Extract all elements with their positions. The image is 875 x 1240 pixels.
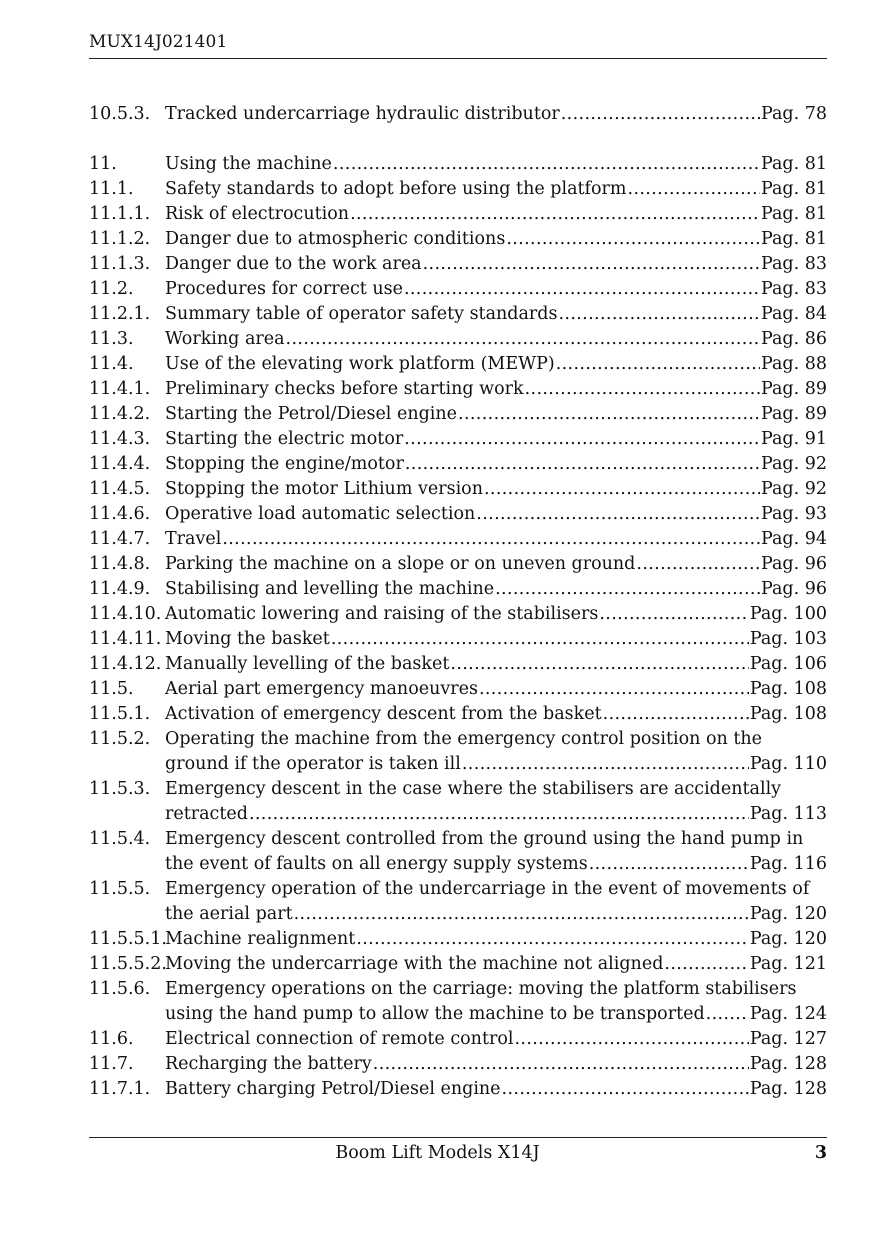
- toc-section-number: 11.4.7.: [89, 529, 151, 549]
- toc-page-ref: Pag. 84: [760, 304, 827, 324]
- dot-leader: [589, 852, 749, 877]
- toc-section-number: 10.5.3.: [89, 104, 151, 124]
- toc-page-ref: Pag. 106: [749, 654, 827, 674]
- dot-leader: [558, 302, 759, 327]
- toc-page-ref: Pag. 96: [760, 579, 827, 599]
- dot-leader: [636, 552, 760, 577]
- toc-title-line: ground if the operator is taken ill: [165, 754, 461, 774]
- dot-leader: [423, 252, 760, 277]
- toc-title-line: Parking the machine on a slope or on uneven ground: [165, 554, 636, 574]
- toc-section-number: 11.2.1.: [89, 304, 151, 324]
- toc-section-number: 11.4.: [89, 354, 134, 374]
- toc-title-line: Emergency descent controlled from the ground using the hand pump in: [165, 829, 804, 849]
- toc-entry: [89, 877, 827, 927]
- dot-leader: [350, 202, 760, 227]
- toc-entry: [89, 702, 827, 727]
- toc-title-line: Using the machine: [165, 154, 332, 174]
- toc-title-line: Moving the undercarriage with the machine not aligned: [165, 954, 664, 974]
- toc-page-ref: Pag. 121: [749, 954, 827, 974]
- toc-title-line: Operating the machine from the emergency control position on the: [165, 729, 763, 749]
- toc-section-number: 11.5.2.: [89, 729, 151, 749]
- toc-page-ref: Pag. 100: [749, 604, 827, 624]
- toc-title-line: Stopping the motor Lithium version: [165, 479, 483, 499]
- dot-leader: [333, 152, 760, 177]
- toc-page-ref: Pag. 88: [760, 354, 827, 374]
- toc-entry: [89, 927, 827, 952]
- toc-page-ref: Pag. 96: [760, 554, 827, 574]
- toc-page-ref: Pag. 81: [760, 204, 827, 224]
- toc-entry: [89, 477, 827, 502]
- toc-title-line: Stabilising and levelling the machine: [165, 579, 495, 599]
- toc-entry: [89, 652, 827, 677]
- toc-entry: [89, 427, 827, 452]
- toc-entry: [89, 1077, 827, 1102]
- dot-leader: [404, 277, 760, 302]
- toc-title-line: Manually levelling of the basket: [165, 654, 450, 674]
- toc-entry: [89, 327, 827, 352]
- footer-divider: [89, 1137, 827, 1138]
- dot-leader: [603, 702, 749, 727]
- toc-title-line: the aerial part: [165, 904, 293, 924]
- toc-entry: [89, 777, 827, 827]
- toc-entry: [89, 152, 827, 177]
- dot-leader: [561, 102, 760, 127]
- document-code: MUX14J021401: [89, 32, 228, 52]
- toc-page-ref: Pag. 124: [749, 1004, 827, 1024]
- toc-page-ref: Pag. 94: [760, 529, 827, 549]
- dot-leader: [458, 402, 760, 427]
- toc-title-line: the event of faults on all energy supply systems: [165, 854, 588, 874]
- toc-page-ref: Pag. 128: [749, 1054, 827, 1074]
- dot-leader: [502, 1077, 749, 1102]
- toc-title-line: Summary table of operator safety standards: [165, 304, 558, 324]
- toc-section-number: 11.5.3.: [89, 779, 151, 799]
- toc-title-line: Emergency operation of the undercarriage in the event of movements of: [165, 879, 810, 899]
- toc-section-number: 11.4.3.: [89, 429, 151, 449]
- toc-section-number: 11.5.1.: [89, 704, 151, 724]
- toc-section-number: 11.5.4.: [89, 829, 151, 849]
- toc-title-line: Emergency operations on the carriage: moving the platform stabilisers: [165, 979, 797, 999]
- toc-section-number: 11.5.5.: [89, 879, 151, 899]
- toc-page-ref: Pag. 120: [749, 904, 827, 924]
- toc-title-line: Battery charging Petrol/Diesel engine: [165, 1079, 501, 1099]
- toc-section-number: 11.1.1.: [89, 204, 151, 224]
- toc-entry: [89, 602, 827, 627]
- toc-page-ref: Pag. 116: [749, 854, 827, 874]
- toc-section-number: 11.4.11.: [89, 629, 162, 649]
- toc-section-number: 11.1.3.: [89, 254, 151, 274]
- toc-section-number: 11.4.4.: [89, 454, 151, 474]
- toc-page-ref: Pag. 108: [749, 704, 827, 724]
- toc-page-ref: Pag. 83: [760, 254, 827, 274]
- toc-title-line: Travel: [165, 529, 222, 549]
- dot-leader: [495, 577, 760, 602]
- toc-title-line: using the hand pump to allow the machine to be transported: [165, 1004, 705, 1024]
- toc-section-number: 11.2.: [89, 279, 134, 299]
- toc-page-ref: Pag. 89: [760, 404, 827, 424]
- dot-leader: [599, 602, 748, 627]
- dot-leader: [450, 652, 748, 677]
- toc-page-ref: Pag. 128: [749, 1079, 827, 1099]
- toc-entry: [89, 227, 827, 252]
- toc-section-number: 11.5.6.: [89, 979, 151, 999]
- toc-title-line: Aerial part emergency manoeuvres: [165, 679, 478, 699]
- toc-title-line: Automatic lowering and raising of the stabilisers: [165, 604, 599, 624]
- dot-leader: [476, 502, 760, 527]
- dot-leader: [373, 1052, 749, 1077]
- toc-entry: [89, 952, 827, 977]
- toc-entry: [89, 677, 827, 702]
- toc-section-number: 11.: [89, 154, 117, 174]
- dot-leader: [331, 627, 749, 652]
- dot-leader: [479, 677, 749, 702]
- dot-leader: [286, 327, 760, 352]
- header-divider: [89, 58, 827, 59]
- toc-title-line: Safety standards to adopt before using the platform: [165, 179, 627, 199]
- dot-leader: [525, 377, 760, 402]
- toc-entry: [89, 377, 827, 402]
- toc-entry: [89, 252, 827, 277]
- toc-title-line: Preliminary checks before starting work: [165, 379, 524, 399]
- toc-section-number: 11.4.9.: [89, 579, 151, 599]
- toc-entry: [89, 277, 827, 302]
- dot-leader: [405, 452, 760, 477]
- toc-title-line: Operative load automatic selection: [165, 504, 476, 524]
- dot-leader: [356, 927, 749, 952]
- toc-page-ref: Pag. 127: [749, 1029, 827, 1049]
- toc-page-ref: Pag. 92: [760, 479, 827, 499]
- toc-title-line: Moving the basket: [165, 629, 330, 649]
- toc-section-number: 11.7.: [89, 1054, 134, 1074]
- toc-page-ref: Pag. 81: [760, 229, 827, 249]
- toc-section-number: 11.1.: [89, 179, 134, 199]
- toc-section-number: 11.4.10.: [89, 604, 162, 624]
- toc-title-line: Recharging the battery: [165, 1054, 372, 1074]
- dot-leader: [404, 427, 760, 452]
- toc-entry: [89, 827, 827, 877]
- toc-entry: [89, 352, 827, 377]
- toc-page-ref: Pag. 113: [749, 804, 827, 824]
- toc-section-number: 11.6.: [89, 1029, 134, 1049]
- toc-entry: [89, 552, 827, 577]
- toc-title-line: Stopping the engine/motor: [165, 454, 404, 474]
- toc-section-number: 11.5.5.2.: [89, 954, 167, 974]
- toc-section-number: 11.5.5.1.: [89, 929, 167, 949]
- toc-title-line: Danger due to atmospheric conditions: [165, 229, 506, 249]
- toc-title-line: Risk of electrocution: [165, 204, 350, 224]
- dot-leader: [514, 1027, 748, 1052]
- toc-page-ref: Pag. 83: [760, 279, 827, 299]
- toc-entry: [89, 977, 827, 1027]
- footer-title: Boom Lift Models X14J: [335, 1143, 540, 1163]
- toc-page-ref: Pag. 93: [760, 504, 827, 524]
- toc-title-line: Danger due to the work area: [165, 254, 422, 274]
- toc-page-ref: Pag. 108: [749, 679, 827, 699]
- toc-title-line: Use of the elevating work platform (MEWP): [165, 354, 555, 374]
- toc-page-ref: Pag. 81: [760, 154, 827, 174]
- dot-leader: [222, 527, 760, 552]
- toc-page-ref: Pag. 91: [760, 429, 827, 449]
- toc-title-line: Procedures for correct use: [165, 279, 403, 299]
- toc-entry: [89, 627, 827, 652]
- toc-page-ref: Pag. 81: [760, 179, 827, 199]
- toc-entry: [89, 577, 827, 602]
- toc-title-line: Activation of emergency descent from the basket: [165, 704, 602, 724]
- toc-section-number: 11.4.6.: [89, 504, 151, 524]
- toc-title-line: Machine realignment: [165, 929, 356, 949]
- dot-leader: [294, 902, 749, 927]
- dot-leader: [556, 352, 760, 377]
- toc-section-number: 11.4.1.: [89, 379, 151, 399]
- toc-section-number: 11.5.: [89, 679, 134, 699]
- toc-page-ref: Pag. 78: [760, 104, 827, 124]
- toc-entry: [89, 727, 827, 777]
- dot-leader: [506, 227, 760, 252]
- page-number: 3: [814, 1143, 827, 1163]
- toc-title-line: retracted: [165, 804, 248, 824]
- dot-leader: [249, 802, 749, 827]
- toc-entry: [89, 202, 827, 227]
- toc-page-ref: Pag. 92: [760, 454, 827, 474]
- toc-entry: [89, 502, 827, 527]
- table-of-contents: [89, 102, 827, 1102]
- toc-section-number: 11.7.1.: [89, 1079, 151, 1099]
- toc-page-ref: Pag. 103: [749, 629, 827, 649]
- toc-section-number: 11.4.2.: [89, 404, 151, 424]
- dot-leader: [664, 952, 748, 977]
- toc-entry: [89, 1027, 827, 1052]
- toc-entry: [89, 177, 827, 202]
- toc-entry: [89, 302, 827, 327]
- toc-title-line: Emergency descent in the case where the stabilisers are accidentally: [165, 779, 782, 799]
- toc-entry: [89, 527, 827, 552]
- toc-entry: [89, 102, 827, 127]
- toc-section-number: 11.4.8.: [89, 554, 151, 574]
- toc-title-line: Tracked undercarriage hydraulic distributor: [165, 104, 560, 124]
- toc-section-number: 11.1.2.: [89, 229, 151, 249]
- toc-title-line: Working area: [165, 329, 285, 349]
- dot-leader: [706, 1002, 749, 1027]
- toc-page-ref: Pag. 110: [749, 754, 827, 774]
- toc-section-number: 11.4.5.: [89, 479, 151, 499]
- toc-page-ref: Pag. 120: [749, 929, 827, 949]
- toc-page-ref: Pag. 89: [760, 379, 827, 399]
- toc-title-line: Electrical connection of remote control: [165, 1029, 514, 1049]
- toc-entry: [89, 402, 827, 427]
- toc-entry: [89, 452, 827, 477]
- dot-leader: [484, 477, 760, 502]
- dot-leader: [628, 177, 760, 202]
- toc-title-line: Starting the Petrol/Diesel engine: [165, 404, 458, 424]
- toc-entry: [89, 1052, 827, 1077]
- dot-leader: [462, 752, 749, 777]
- toc-title-line: Starting the electric motor: [165, 429, 404, 449]
- toc-section-number: 11.3.: [89, 329, 134, 349]
- toc-section-number: 11.4.12.: [89, 654, 162, 674]
- toc-page-ref: Pag. 86: [760, 329, 827, 349]
